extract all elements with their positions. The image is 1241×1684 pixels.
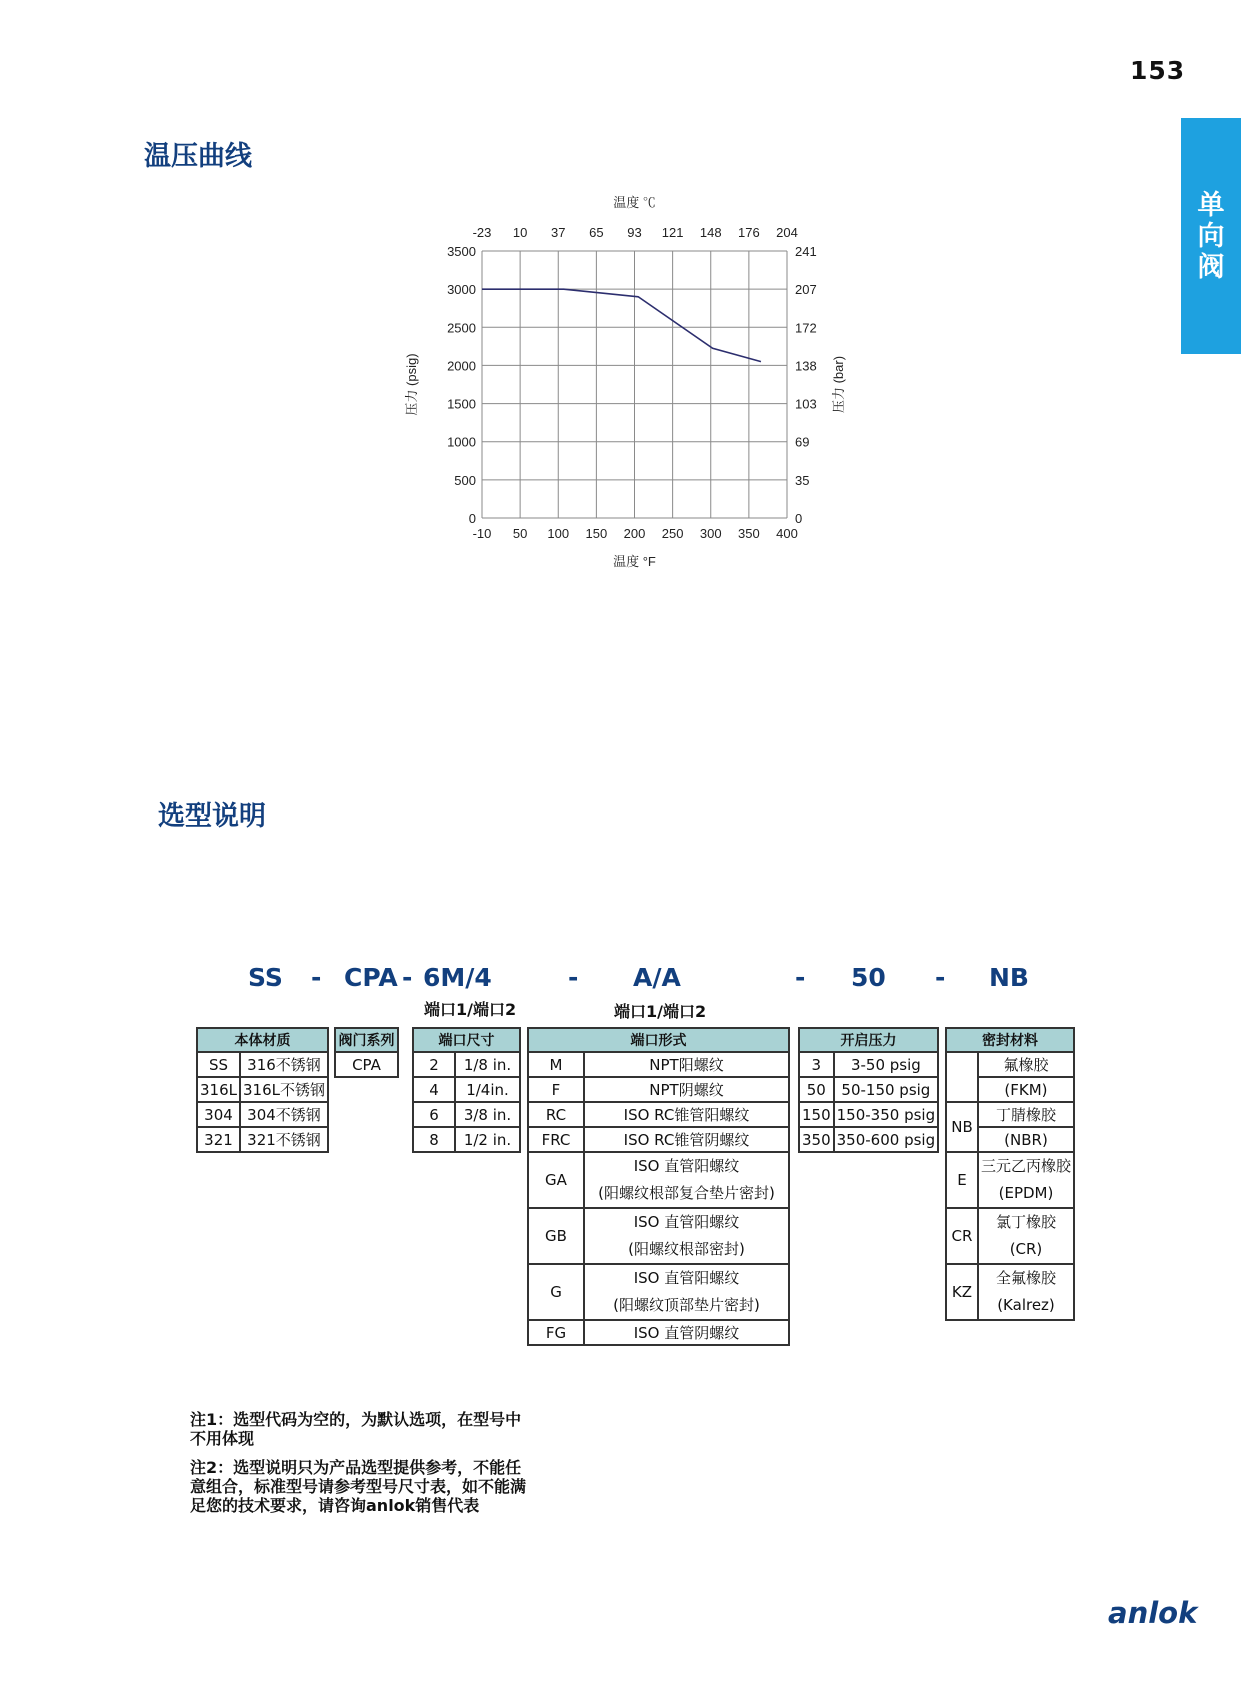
table-row: G ISO 直管阳螺纹 (阳螺纹顶部垫片密封) <box>528 1264 789 1320</box>
table-row: 6 3/8 in. <box>413 1102 520 1127</box>
table-header: 密封材料 <box>946 1028 1074 1052</box>
top-tick-label: 176 <box>738 225 760 240</box>
table-row: FG ISO 直管阴螺纹 <box>528 1320 789 1345</box>
code-dash: - <box>795 963 806 992</box>
table-row: RC ISO RC锥管阳螺纹 <box>528 1102 789 1127</box>
chart-section-title: 温压曲线 <box>144 141 252 172</box>
code-cracking-pressure: 50 <box>851 963 886 992</box>
brand-logo: anlok <box>1108 1596 1198 1630</box>
code-body-material: SS <box>248 963 283 992</box>
seal-material-table <box>945 1027 1075 1321</box>
y-tick-label: 1500 <box>447 396 476 412</box>
right-axis-label: 压力 (bar) <box>831 355 846 414</box>
top-tick-label: -23 <box>472 225 492 240</box>
code-dash: - <box>402 963 413 992</box>
y-tick-label: 2500 <box>447 320 476 336</box>
port-size-subtitle: 端口1/端口2 <box>424 1000 517 1019</box>
x-tick-label: -10 <box>472 526 492 541</box>
table-header: 端口尺寸 <box>413 1028 520 1052</box>
right-tick-label: 172 <box>795 320 817 336</box>
code-port-type: A/A <box>633 963 681 992</box>
bottom-axis-label: 温度 °F <box>613 554 656 569</box>
code-dash: - <box>311 963 322 992</box>
y-tick-label: 0 <box>468 511 476 526</box>
table-row: NB 丁腈橡胶 <box>946 1102 1074 1127</box>
selection-section-title: 选型说明 <box>158 801 266 832</box>
x-tick-label: 150 <box>585 526 608 541</box>
right-tick-label: 103 <box>795 396 817 412</box>
table-row: 321 321不锈钢 <box>197 1127 328 1152</box>
y-tick-label: 3500 <box>447 244 476 259</box>
port-type-subtitle: 端口1/端口2 <box>614 1002 707 1021</box>
table-row: CR 氯丁橡胶 (CR) <box>946 1208 1074 1264</box>
top-tick-label: 121 <box>661 225 684 240</box>
table-row: 4 1/4in. <box>413 1077 520 1102</box>
table-row: SS 316不锈钢 <box>197 1052 328 1077</box>
table-header: 本体材质 <box>197 1028 328 1052</box>
x-tick-label: 50 <box>512 526 528 541</box>
body-material-table <box>196 1027 329 1153</box>
table-row: GB ISO 直管阳螺纹 (阳螺纹根部密封) <box>528 1208 789 1264</box>
table-row: 350 350-600 psig <box>799 1127 938 1152</box>
table-row: 150 150-350 psig <box>799 1102 938 1127</box>
ordering-code <box>0 963 1241 995</box>
top-tick-label: 93 <box>627 225 642 240</box>
y-tick-label: 3000 <box>447 282 476 298</box>
table-row: 2 1/8 in. <box>413 1052 520 1077</box>
top-axis-label: 温度 ℃ <box>613 195 656 210</box>
table-row: E 三元乙丙橡胶 (EPDM) <box>946 1152 1074 1208</box>
table-row: 304 304不锈钢 <box>197 1102 328 1127</box>
note-2: 注2：选型说明只为产品选型提供参考，不能任意组合，标准型号请参考型号尺寸表，如不能满足您的技术要求，请咨询anlok销售代表 <box>190 1458 527 1515</box>
top-tick-label: 148 <box>699 225 722 240</box>
x-tick-label: 300 <box>699 526 722 541</box>
table-header: 阀门系列 <box>335 1028 398 1052</box>
y-tick-label: 2000 <box>447 358 476 374</box>
table-row: CPA <box>335 1052 398 1077</box>
notes <box>190 1410 530 1525</box>
side-tab-label: 单向阀 <box>1197 190 1225 283</box>
table-row: FRC ISO RC锥管阴螺纹 <box>528 1127 789 1152</box>
series-line <box>482 289 761 361</box>
table-row: KZ 全氟橡胶 (Kalrez) <box>946 1264 1074 1320</box>
cracking-pressure-table <box>798 1027 939 1153</box>
x-tick-label: 400 <box>776 526 798 541</box>
top-tick-label: 37 <box>551 225 566 240</box>
table-row: (FKM) <box>946 1077 1074 1102</box>
page-number: 153 <box>1130 56 1186 85</box>
pressure-temperature-chart <box>390 185 870 585</box>
x-tick-label: 350 <box>738 526 760 541</box>
top-tick-label: 65 <box>589 225 604 240</box>
table-row: 8 1/2 in. <box>413 1127 520 1152</box>
right-tick-label: 0 <box>795 511 803 526</box>
table-row: 氟橡胶 <box>946 1052 1074 1077</box>
table-row: 316L 316L不锈钢 <box>197 1077 328 1102</box>
code-dash: - <box>568 963 579 992</box>
right-tick-label: 138 <box>795 358 817 374</box>
table-header: 开启压力 <box>799 1028 938 1052</box>
x-tick-label: 100 <box>547 526 570 541</box>
port-size-table <box>412 1027 521 1153</box>
table-header: 端口形式 <box>528 1028 789 1052</box>
code-series: CPA <box>344 963 398 992</box>
table-row: M NPT阳螺纹 <box>528 1052 789 1077</box>
top-tick-label: 204 <box>776 225 798 240</box>
code-seal: NB <box>989 963 1029 992</box>
code-dash: - <box>935 963 946 992</box>
right-tick-label: 35 <box>795 472 810 488</box>
table-row: (NBR) <box>946 1127 1074 1152</box>
port-type-table <box>527 1027 790 1346</box>
x-tick-label: 250 <box>661 526 684 541</box>
table-row: GA ISO 直管阳螺纹 (阳螺纹根部复合垫片密封) <box>528 1152 789 1208</box>
left-axis-label: 压力 (psig) <box>404 353 419 416</box>
series-table <box>334 1027 399 1078</box>
table-row: F NPT阴螺纹 <box>528 1077 789 1102</box>
top-tick-label: 10 <box>512 225 528 240</box>
code-port-size: 6M/4 <box>423 963 492 992</box>
right-tick-label: 69 <box>795 434 810 450</box>
y-tick-label: 500 <box>454 472 476 488</box>
table-row: 3 3-50 psig <box>799 1052 938 1077</box>
right-tick-label: 207 <box>795 282 817 298</box>
x-tick-label: 200 <box>623 526 646 541</box>
right-tick-label: 241 <box>795 244 817 259</box>
note-1: 注1：选型代码为空的，为默认选项，在型号中不用体现 <box>190 1410 522 1448</box>
table-row: 50 50-150 psig <box>799 1077 938 1102</box>
y-tick-label: 1000 <box>447 434 476 450</box>
side-tab[interactable] <box>1181 118 1241 354</box>
